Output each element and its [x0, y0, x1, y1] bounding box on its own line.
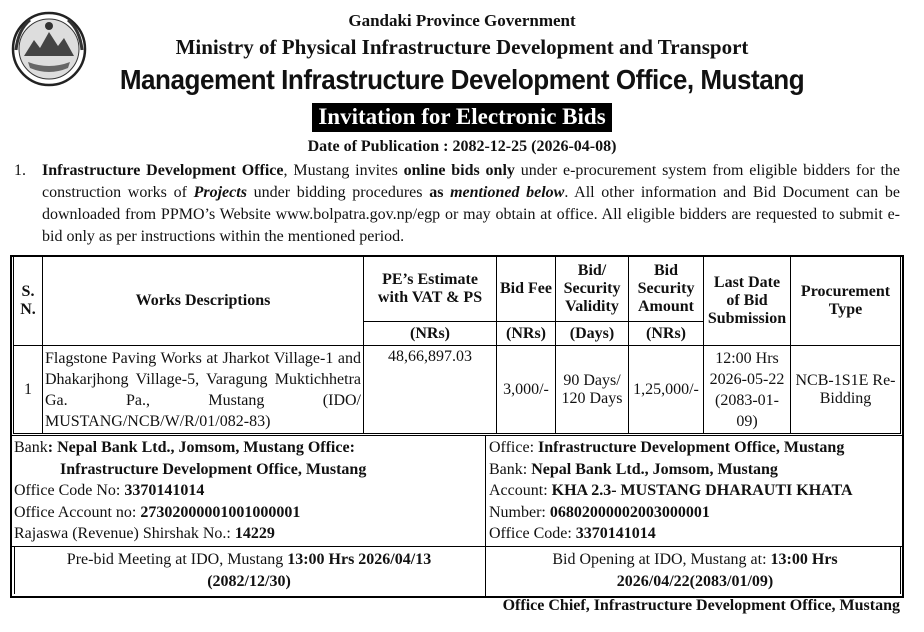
- row-sn: 1: [14, 346, 43, 434]
- row-fee: 3,000/-: [497, 346, 556, 434]
- header-sn: S. N.: [14, 256, 43, 346]
- unit-estimate: (NRs): [364, 322, 497, 346]
- header-validity: Bid/ Security Validity: [556, 256, 629, 322]
- header-amount: Bid Security Amount: [629, 256, 704, 322]
- bids-table: [13, 255, 901, 434]
- row-procurement: NCB-1S1E Re-Bidding: [791, 346, 901, 434]
- header-procurement: Procurement Type: [791, 256, 901, 346]
- bank-details-right: Office: Infrastructure Development Office, Mustang Bank: Nepal Bank Ltd., Jomsom, Mustang Account: KHA 2.3- MUSTANG DHARAUTI KHATA Number: 06802000002003000001 Office Code: 3370141014: [489, 439, 853, 542]
- office-name: Management Infrastructure Development Office, Mustang: [119, 64, 805, 95]
- unit-fee: (NRs): [497, 322, 556, 346]
- header-estimate: PE’s Estimate with VAT & PS: [364, 256, 497, 322]
- table-row: [14, 346, 901, 434]
- row-last-date: 12:00 Hrs 2026-05-22 (2083-01-09): [704, 346, 791, 434]
- notice-paragraph: 1. Infrastructure Development Office, Mustang invites online bids only under e-procurement system from eligible bidders for the construction works of Projects under bidding procedures as mentioned below. All other information and Bid Document can be downloaded from PPMO’s Website www.bolpatra.gov.np/egp or may obtain at office. All eligible bidders are requested to submit e-bid only as per instructions within the mentioned period.: [14, 162, 901, 245]
- bank-details-left: Bank: Nepal Bank Ltd., Jomsom, Mustang Office: Infrastructure Development Office, Mustang Office Code No: 3370141014 Office Account no: 27302000001001000001 Rajaswa (Revenue) Shirshak No.: 14229: [14, 439, 367, 542]
- header-last-date: Last Date of Bid Submission: [704, 256, 791, 346]
- government-name: Gandaki Province Government: [348, 11, 576, 30]
- unit-amount: (NRs): [629, 322, 704, 346]
- bid-opening: Bid Opening at IDO, Mustang at: 13:00 Hrs 2026/04/22(2083/01/09): [552, 551, 838, 590]
- header-fee: Bid Fee: [497, 256, 556, 322]
- publication-date: Date of Publication : 2082-12-25 (2026-04-08): [307, 138, 617, 155]
- page-title: Invitation for Electronic Bids: [312, 103, 611, 132]
- row-validity: 90 Days/ 120 Days: [556, 346, 629, 434]
- header-works: Works Descriptions: [43, 256, 364, 346]
- prebid-meeting: Pre-bid Meeting at IDO, Mustang 13:00 Hrs 2026/04/13 (2082/12/30): [66, 551, 432, 590]
- ministry-name: Ministry of Physical Infrastructure Development and Transport: [175, 35, 749, 59]
- unit-validity: (Days): [556, 322, 629, 346]
- row-estimate: 48,66,897.03: [364, 346, 497, 434]
- signature-line: Office Chief, Infrastructure Development Office, Mustang: [502, 597, 900, 614]
- row-amount: 1,25,000/-: [629, 346, 704, 434]
- row-works: Flagstone Paving Works at Jharkot Village-1 and Dhakarjhong Village-5, Varagung Muktichhetra Ga. Pa., Mustang (IDO/ MUSTANG/NCB/W/R/01/082-83): [43, 346, 364, 434]
